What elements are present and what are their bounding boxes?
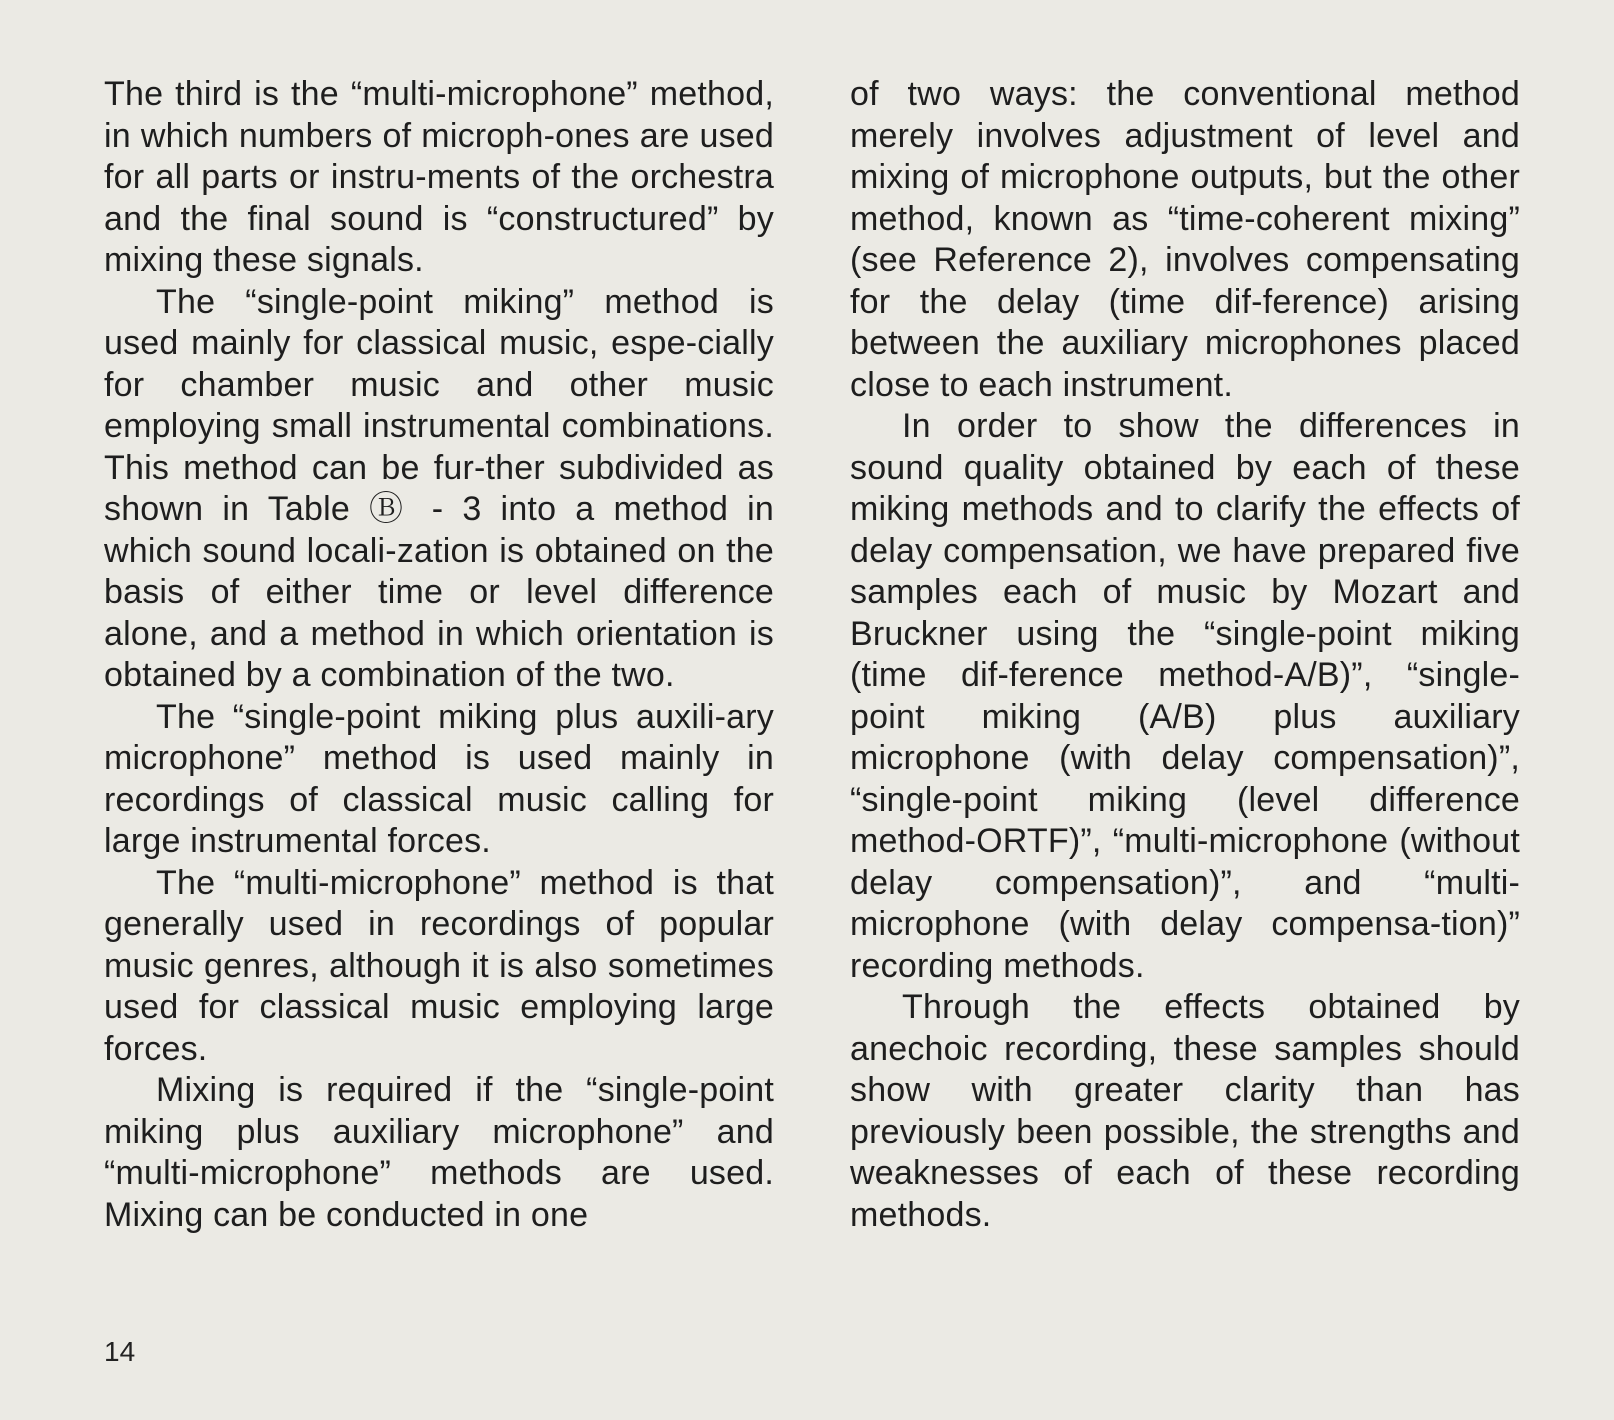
paragraph: Through the effects obtained by anechoic recording, these samples should show with greater clarity than has previously been possible, the strengths and weaknesses of each of these recording methods. (850, 988, 1520, 1234)
paragraph: In order to show the differences in sound quality obtained by each of these miking methods and to clarify the effects of delay compensation, we have prepared five samples each of music by Mozart and Bruckner using the “single-point miking (time dif-ference method-A/B)”, “single-point miking (A/B) plus auxiliary microphone (with delay compensation)”, “single-point miking (level difference method-ORTF)”, “multi-microphone (without delay compensation)”, and “multi-microphone (with delay compensa-tion)” recording methods. (850, 407, 1520, 985)
paragraph: The “multi-microphone” method is that generally used in recordings of popular music genres, although it is also sometimes used for classical music employing large forces. (104, 863, 774, 1068)
page-number: 14 (104, 1336, 136, 1367)
paragraph: The third is the “multi-microphone” method, in which numbers of microph-ones are used for all parts or instru-ments of the orchestra and the final sound is “constructured” by mixing these signals. (104, 75, 774, 279)
paragraph: of two ways: the conventional method merely involves adjustment of level and mixing of microphone outputs, but the other method, known as “time-coherent mixing” (see Reference 2), involves compensating for the delay (time dif-ference) arising between the auxiliary microphones placed close to each instrument. (850, 75, 1520, 404)
paragraph: Mixing is required if the “single-point miking plus auxiliary microphone” and “multi-microphone” methods are used. Mixing can be conducted in one (104, 1071, 774, 1234)
left-column (104, 74, 774, 1236)
paragraph: The “single-point miking plus auxili-ary microphone” method is used mainly in recordings of classical music calling for large instrumental forces. (104, 697, 774, 860)
right-column (850, 74, 1520, 1236)
paragraph: The “single-point miking” method is used mainly for classical music, espe-cially for chamber music and other music employing small instrumental combinations. This method can be fur-ther subdivided as shown in Table Ⓑ - 3 into a method in which sound locali-zation is obtained on the basis of either time or level difference alone, and a method in which orientation is obtained by a combination of the two. (104, 282, 774, 694)
